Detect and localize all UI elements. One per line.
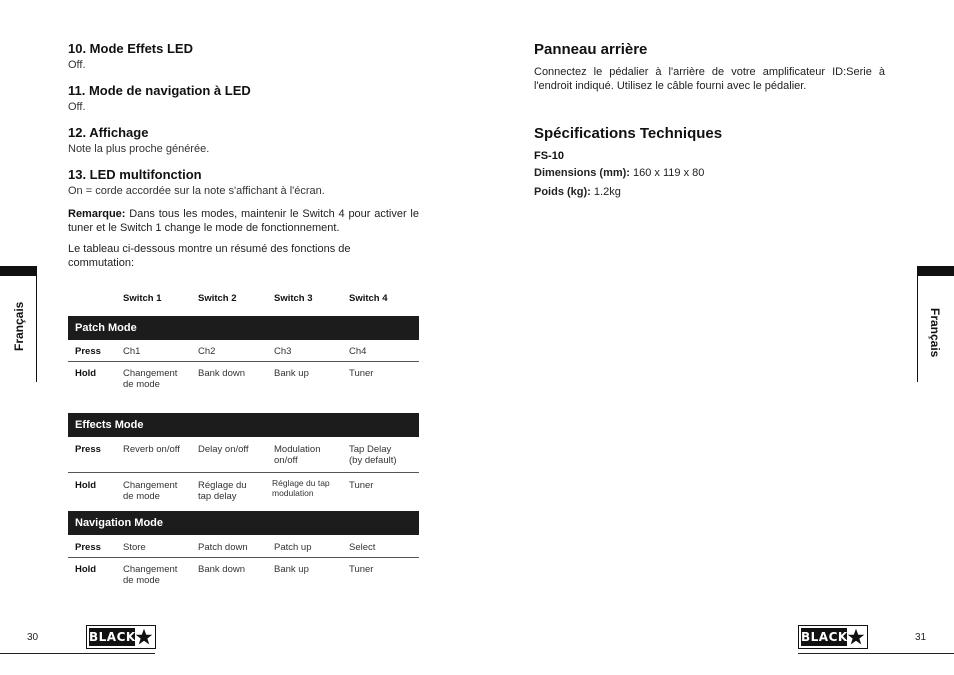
dimensions-label: Dimensions (mm): (534, 167, 630, 179)
mode-name: Patch Mode (75, 322, 137, 334)
table-cell: Tuner (349, 368, 374, 379)
item-value: Off. (68, 101, 86, 113)
table-cell: Tuner (349, 480, 374, 491)
remark-label: Remarque: (68, 208, 126, 220)
row-label: Press (75, 444, 101, 455)
table-cell: Ch4 (349, 346, 367, 357)
mode-header-patch (68, 316, 419, 340)
table-cell: Réglage du tap delay (198, 480, 247, 502)
mode-header-navigation (68, 511, 419, 535)
mode-name: Effects Mode (75, 419, 144, 431)
row-label: Press (75, 542, 101, 553)
table-intro: Le tableau ci-dessous montre un résumé des fonctions de commutation: (68, 243, 351, 269)
table-cell: Ch1 (123, 346, 141, 357)
table-cell: Changement de mode (123, 480, 178, 502)
side-language-label: Français (928, 308, 942, 358)
table-cell: Patch down (198, 542, 248, 553)
item-title: 10. Mode Effets LED (68, 41, 193, 56)
table-cell: Patch up (274, 542, 312, 553)
setting-item-10 (68, 41, 193, 71)
row-divider (68, 472, 419, 473)
column-header: Switch 1 (123, 293, 162, 304)
logo-word: BLACK (89, 630, 136, 644)
table-cell: Reverb on/off (123, 444, 180, 455)
column-header: Switch 4 (349, 293, 388, 304)
item-title: 13. LED multifonction (68, 167, 202, 182)
model-name: FS-10 (534, 150, 564, 162)
side-language-label: Français (12, 301, 26, 351)
table-cell: Select (349, 542, 376, 553)
brand-logo (86, 625, 156, 649)
page-number-right: 31 (915, 632, 927, 643)
row-label: Hold (75, 480, 97, 491)
table-cell: Changement de mode (123, 368, 178, 390)
specifications-title: Spécifications Techniques (534, 125, 723, 142)
dimensions-line (534, 167, 704, 179)
table-cell: Modulation on/off (274, 444, 321, 466)
table-cell: Tuner (349, 564, 374, 575)
footer-rule-left (0, 653, 155, 654)
setting-item-13 (68, 167, 325, 197)
footer-rule-right (798, 653, 954, 654)
table-cell: Bank up (274, 368, 309, 379)
page-number-left: 30 (27, 632, 39, 643)
weight-label: Poids (kg): (534, 186, 591, 198)
star-icon (847, 628, 865, 646)
table-cell: Réglage du tap modulation (272, 478, 330, 498)
weight-line (534, 186, 621, 198)
table-cell: Ch3 (274, 346, 292, 357)
remark-text: Dans tous les modes, maintenir le Switch 4 pour activer le tuner et le Switch 1 change le mode de fonctionnement. (68, 208, 419, 234)
item-value: Note la plus proche générée. (68, 143, 210, 155)
column-header: Switch 3 (274, 293, 313, 304)
remark-paragraph (68, 207, 419, 235)
setting-item-12 (68, 125, 209, 155)
setting-item-11 (68, 83, 251, 113)
rear-panel-text: Connectez le pédalier à l'arrière de votre amplificateur ID:Serie à l'endroit indiqué. Utilisez le câble fourni avec le pédalier. (534, 66, 885, 92)
star-icon (135, 628, 153, 646)
row-divider (68, 361, 419, 362)
table-cell: Delay on/off (198, 444, 249, 455)
mode-name: Navigation Mode (75, 517, 164, 529)
table-cell: Bank down (198, 564, 246, 575)
table-cell: Changement de mode (123, 564, 178, 586)
dimensions-value: 160 x 119 x 80 (629, 167, 705, 179)
table-cell: Ch2 (198, 346, 216, 357)
row-label: Hold (75, 564, 97, 575)
mode-header-effects (68, 413, 419, 437)
weight-value: 1.2kg (590, 186, 621, 198)
logo-word: BLACK (801, 630, 848, 644)
table-cell: Bank down (198, 368, 246, 379)
item-title: 11. Mode de navigation à LED (68, 83, 251, 98)
row-divider (68, 557, 419, 558)
table-cell: Tap Delay (by default) (349, 444, 397, 466)
item-value: On = corde accordée sur la note s'affichant à l'écran. (68, 185, 325, 197)
rear-panel-title: Panneau arrière (534, 41, 648, 58)
column-header: Switch 2 (198, 293, 237, 304)
item-title: 12. Affichage (68, 125, 149, 140)
row-label: Hold (75, 368, 97, 379)
row-label: Press (75, 346, 101, 357)
item-value: Off. (68, 59, 86, 71)
table-cell: Store (123, 542, 146, 553)
brand-logo (798, 625, 868, 649)
table-cell: Bank up (274, 564, 309, 575)
